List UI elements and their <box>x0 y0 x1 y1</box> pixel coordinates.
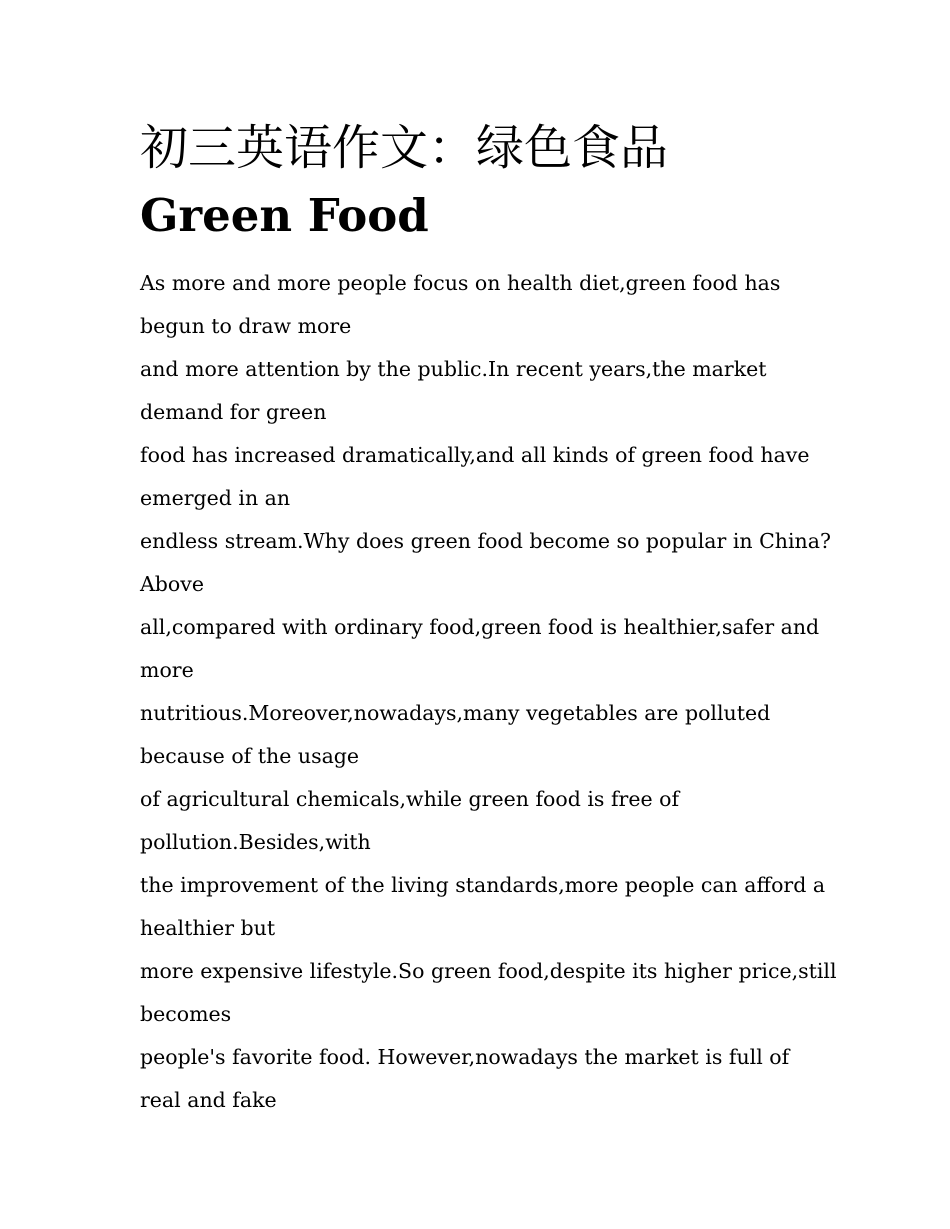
text-line: demand for green <box>140 400 327 424</box>
text-line: the improvement of the living standards,more people can afford a <box>140 873 826 897</box>
text-line: because of the usage <box>140 744 360 768</box>
text-line: of agricultural chemicals,while green food is free of <box>140 787 680 811</box>
text-line: healthier but <box>140 916 276 940</box>
text-line: all,compared with ordinary food,green food is healthier,safer and <box>140 615 820 639</box>
text-line: real and fake <box>140 1088 277 1112</box>
text-line: Above <box>140 572 204 596</box>
document-page <box>140 118 837 1122</box>
page-title-english: Green Food <box>140 189 429 242</box>
text-line: more expensive lifestyle.So green food,despite its higher price,still <box>140 959 837 983</box>
text-line: As more and more people focus on health diet,green food has <box>140 271 781 295</box>
text-line: becomes <box>140 1002 232 1026</box>
page-title-chinese: 初三英语作文：绿色食品 <box>140 120 669 176</box>
text-line: endless stream.Why does green food become so popular in China? <box>140 529 831 553</box>
text-line: food has increased dramatically,and all kinds of green food have <box>140 443 810 467</box>
text-line: people's favorite food. However,nowadays the market is full of <box>140 1045 790 1069</box>
text-line: begun to draw more <box>140 314 352 338</box>
text-line: and more attention by the public.In recent years,the market <box>140 357 767 381</box>
essay-body <box>140 262 837 1122</box>
text-line: emerged in an <box>140 486 291 510</box>
text-line: pollution.Besides,with <box>140 830 371 854</box>
text-line: nutritious.Moreover,nowadays,many vegetables are polluted <box>140 701 771 725</box>
text-line: more <box>140 658 194 682</box>
